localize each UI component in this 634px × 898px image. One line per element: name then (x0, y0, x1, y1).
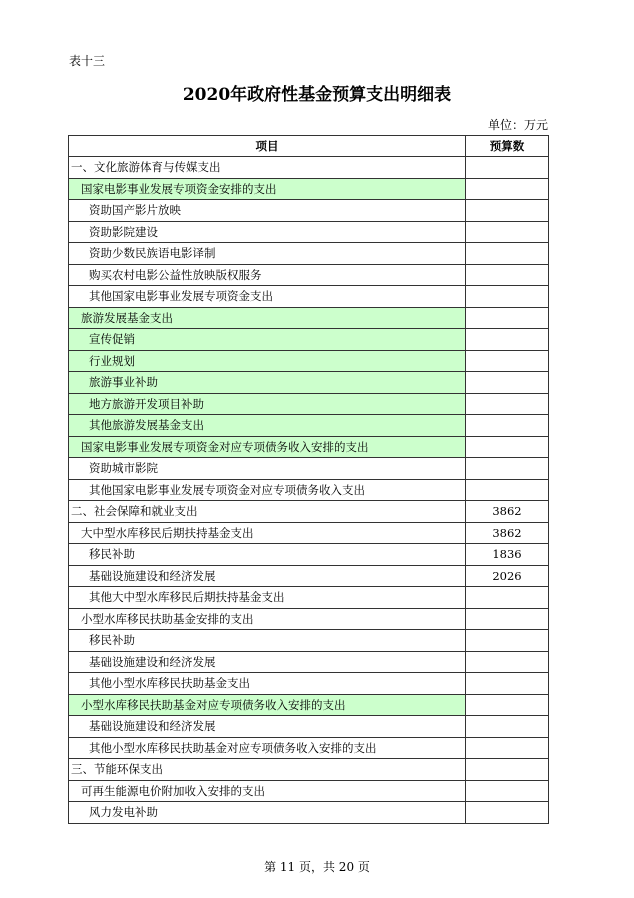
row-item: 其他小型水库移民扶助基金对应专项债务收入安排的支出 (69, 737, 466, 759)
row-item: 其他国家电影事业发展专项资金对应专项债务收入支出 (69, 479, 466, 501)
table-row (69, 802, 549, 824)
row-amount (466, 759, 549, 781)
table-row (69, 737, 549, 759)
table-row (69, 329, 549, 351)
table-row (69, 157, 549, 179)
row-item: 二、社会保障和就业支出 (69, 501, 466, 523)
row-amount (466, 329, 549, 351)
header-amount: 预算数 (466, 136, 549, 157)
table-row (69, 178, 549, 200)
row-item: 风力发电补助 (69, 802, 466, 824)
table-row (69, 200, 549, 222)
table-row (69, 544, 549, 566)
row-item: 移民补助 (69, 544, 466, 566)
row-amount (466, 673, 549, 695)
row-amount (466, 157, 549, 179)
row-item: 基础设施建设和经济发展 (69, 565, 466, 587)
row-item: 旅游事业补助 (69, 372, 466, 394)
row-item: 一、文化旅游体育与传媒支出 (69, 157, 466, 179)
row-amount (466, 415, 549, 437)
row-item: 资助城市影院 (69, 458, 466, 480)
table-row (69, 264, 549, 286)
row-item: 行业规划 (69, 350, 466, 372)
table-row (69, 286, 549, 308)
table-row (69, 415, 549, 437)
row-item: 其他大中型水库移民后期扶持基金支出 (69, 587, 466, 609)
row-item: 国家电影事业发展专项资金对应专项债务收入安排的支出 (69, 436, 466, 458)
table-row (69, 608, 549, 630)
row-amount: 1836 (466, 544, 549, 566)
row-amount (466, 716, 549, 738)
page-footer: 第 11 页，共 20 页 (264, 860, 370, 874)
row-amount (466, 630, 549, 652)
row-amount (466, 608, 549, 630)
row-amount: 3862 (466, 501, 549, 523)
table-number: 表十三 (69, 54, 106, 68)
table-row (69, 716, 549, 738)
table-row (69, 479, 549, 501)
row-item: 移民补助 (69, 630, 466, 652)
row-item: 小型水库移民扶助基金安排的支出 (69, 608, 466, 630)
row-amount (466, 393, 549, 415)
page-title: 2020年政府性基金预算支出明细表 (182, 85, 452, 105)
row-amount (466, 780, 549, 802)
table-row (69, 522, 549, 544)
row-item: 其他国家电影事业发展专项资金支出 (69, 286, 466, 308)
table-row (69, 221, 549, 243)
row-amount (466, 458, 549, 480)
row-item: 小型水库移民扶助基金对应专项债务收入安排的支出 (69, 694, 466, 716)
row-item: 其他旅游发展基金支出 (69, 415, 466, 437)
row-item: 资助国产影片放映 (69, 200, 466, 222)
row-amount: 2026 (466, 565, 549, 587)
table-row (69, 565, 549, 587)
row-amount (466, 178, 549, 200)
row-item: 三、节能环保支出 (69, 759, 466, 781)
row-item: 基础设施建设和经济发展 (69, 716, 466, 738)
table-row (69, 436, 549, 458)
table-row (69, 458, 549, 480)
row-item: 资助影院建设 (69, 221, 466, 243)
row-item: 购买农村电影公益性放映版权服务 (69, 264, 466, 286)
row-amount (466, 651, 549, 673)
row-item: 地方旅游开发项目补助 (69, 393, 466, 415)
table-row (69, 630, 549, 652)
table-row (69, 780, 549, 802)
row-item: 资助少数民族语电影译制 (69, 243, 466, 265)
row-amount (466, 221, 549, 243)
row-amount: 3862 (466, 522, 549, 544)
table-row (69, 372, 549, 394)
table-row (69, 307, 549, 329)
table-row (69, 759, 549, 781)
row-amount (466, 286, 549, 308)
row-amount (466, 243, 549, 265)
budget-table (68, 135, 549, 824)
row-amount (466, 436, 549, 458)
table-header (69, 136, 549, 157)
row-item: 旅游发展基金支出 (69, 307, 466, 329)
row-item: 大中型水库移民后期扶持基金支出 (69, 522, 466, 544)
table-row (69, 350, 549, 372)
table-row (69, 587, 549, 609)
row-item: 宣传促销 (69, 329, 466, 351)
table-row (69, 243, 549, 265)
row-item: 国家电影事业发展专项资金安排的支出 (69, 178, 466, 200)
row-amount (466, 307, 549, 329)
table-row (69, 673, 549, 695)
unit-label: 单位：万元 (487, 118, 548, 132)
row-amount (466, 694, 549, 716)
row-item: 基础设施建设和经济发展 (69, 651, 466, 673)
row-amount (466, 587, 549, 609)
row-amount (466, 479, 549, 501)
table-row (69, 694, 549, 716)
table-row (69, 651, 549, 673)
row-amount (466, 264, 549, 286)
table-row (69, 501, 549, 523)
row-amount (466, 350, 549, 372)
row-amount (466, 737, 549, 759)
row-amount (466, 802, 549, 824)
header-item: 项目 (69, 136, 466, 157)
row-item: 可再生能源电价附加收入安排的支出 (69, 780, 466, 802)
table-row (69, 393, 549, 415)
row-item: 其他小型水库移民扶助基金支出 (69, 673, 466, 695)
row-amount (466, 372, 549, 394)
row-amount (466, 200, 549, 222)
